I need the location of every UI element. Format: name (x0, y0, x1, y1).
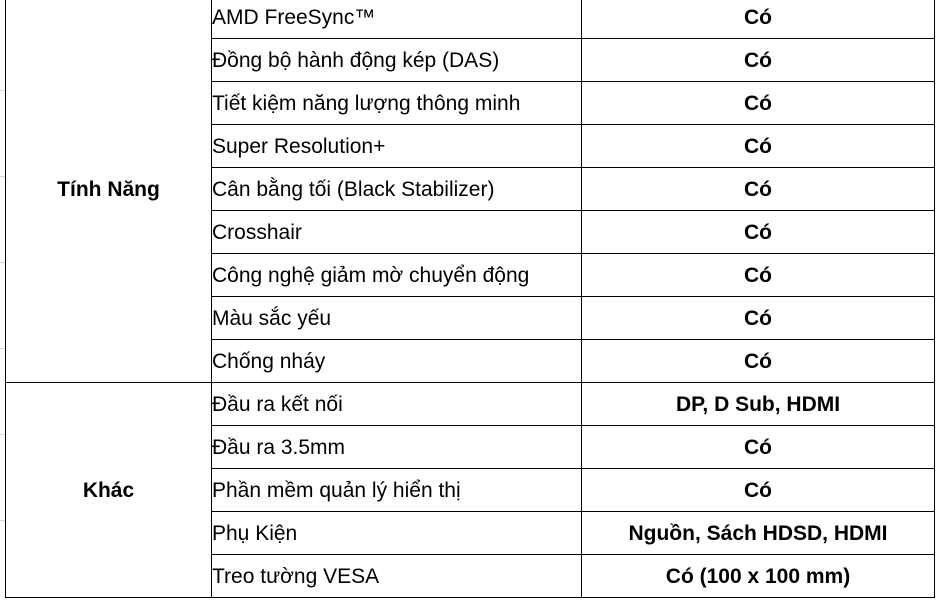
feature-value-cell[interactable]: Nguồn, Sách HDSD, HDMI (582, 512, 935, 555)
group-label-cell[interactable]: Khác (6, 383, 212, 598)
feature-value-cell[interactable]: Có (582, 211, 935, 254)
feature-name-cell[interactable]: Phụ Kiện (212, 512, 582, 555)
feature-value-cell[interactable]: Có (582, 340, 935, 383)
feature-value-cell[interactable]: Có (582, 297, 935, 340)
feature-name-cell[interactable]: Đồng bộ hành động kép (DAS) (212, 39, 582, 82)
feature-name-cell[interactable]: Đầu ra kết nối (212, 383, 582, 426)
table-row (6, 383, 935, 426)
feature-value-cell[interactable]: Có (582, 82, 935, 125)
spec-table (5, 0, 935, 598)
table-row (6, 0, 935, 39)
feature-name-cell[interactable]: AMD FreeSync™ (212, 0, 582, 39)
group-label-cell[interactable]: Tính Năng (6, 0, 212, 383)
feature-name-cell[interactable]: Cân bằng tối (Black Stabilizer) (212, 168, 582, 211)
feature-name-cell[interactable]: Treo tường VESA (212, 555, 582, 598)
spec-table-body (6, 0, 935, 598)
feature-value-cell[interactable]: Có (582, 469, 935, 512)
feature-name-cell[interactable]: Phần mềm quản lý hiển thị (212, 469, 582, 512)
feature-value-cell[interactable]: Có (582, 125, 935, 168)
feature-name-cell[interactable]: Tiết kiệm năng lượng thông minh (212, 82, 582, 125)
feature-name-cell[interactable]: Chống nháy (212, 340, 582, 383)
feature-value-cell[interactable]: Có (582, 0, 935, 39)
feature-value-cell[interactable]: Có (582, 168, 935, 211)
feature-value-cell[interactable]: DP, D Sub, HDMI (582, 383, 935, 426)
feature-name-cell[interactable]: Đầu ra 3.5mm (212, 426, 582, 469)
feature-value-cell[interactable]: Có (582, 426, 935, 469)
feature-name-cell[interactable]: Super Resolution+ (212, 125, 582, 168)
feature-value-cell[interactable]: Có (582, 254, 935, 297)
feature-name-cell[interactable]: Crosshair (212, 211, 582, 254)
feature-name-cell[interactable]: Màu sắc yếu (212, 297, 582, 340)
feature-value-cell[interactable]: Có (582, 39, 935, 82)
feature-name-cell[interactable]: Công nghệ giảm mờ chuyển động (212, 254, 582, 297)
feature-value-cell[interactable]: Có (100 x 100 mm) (582, 555, 935, 598)
